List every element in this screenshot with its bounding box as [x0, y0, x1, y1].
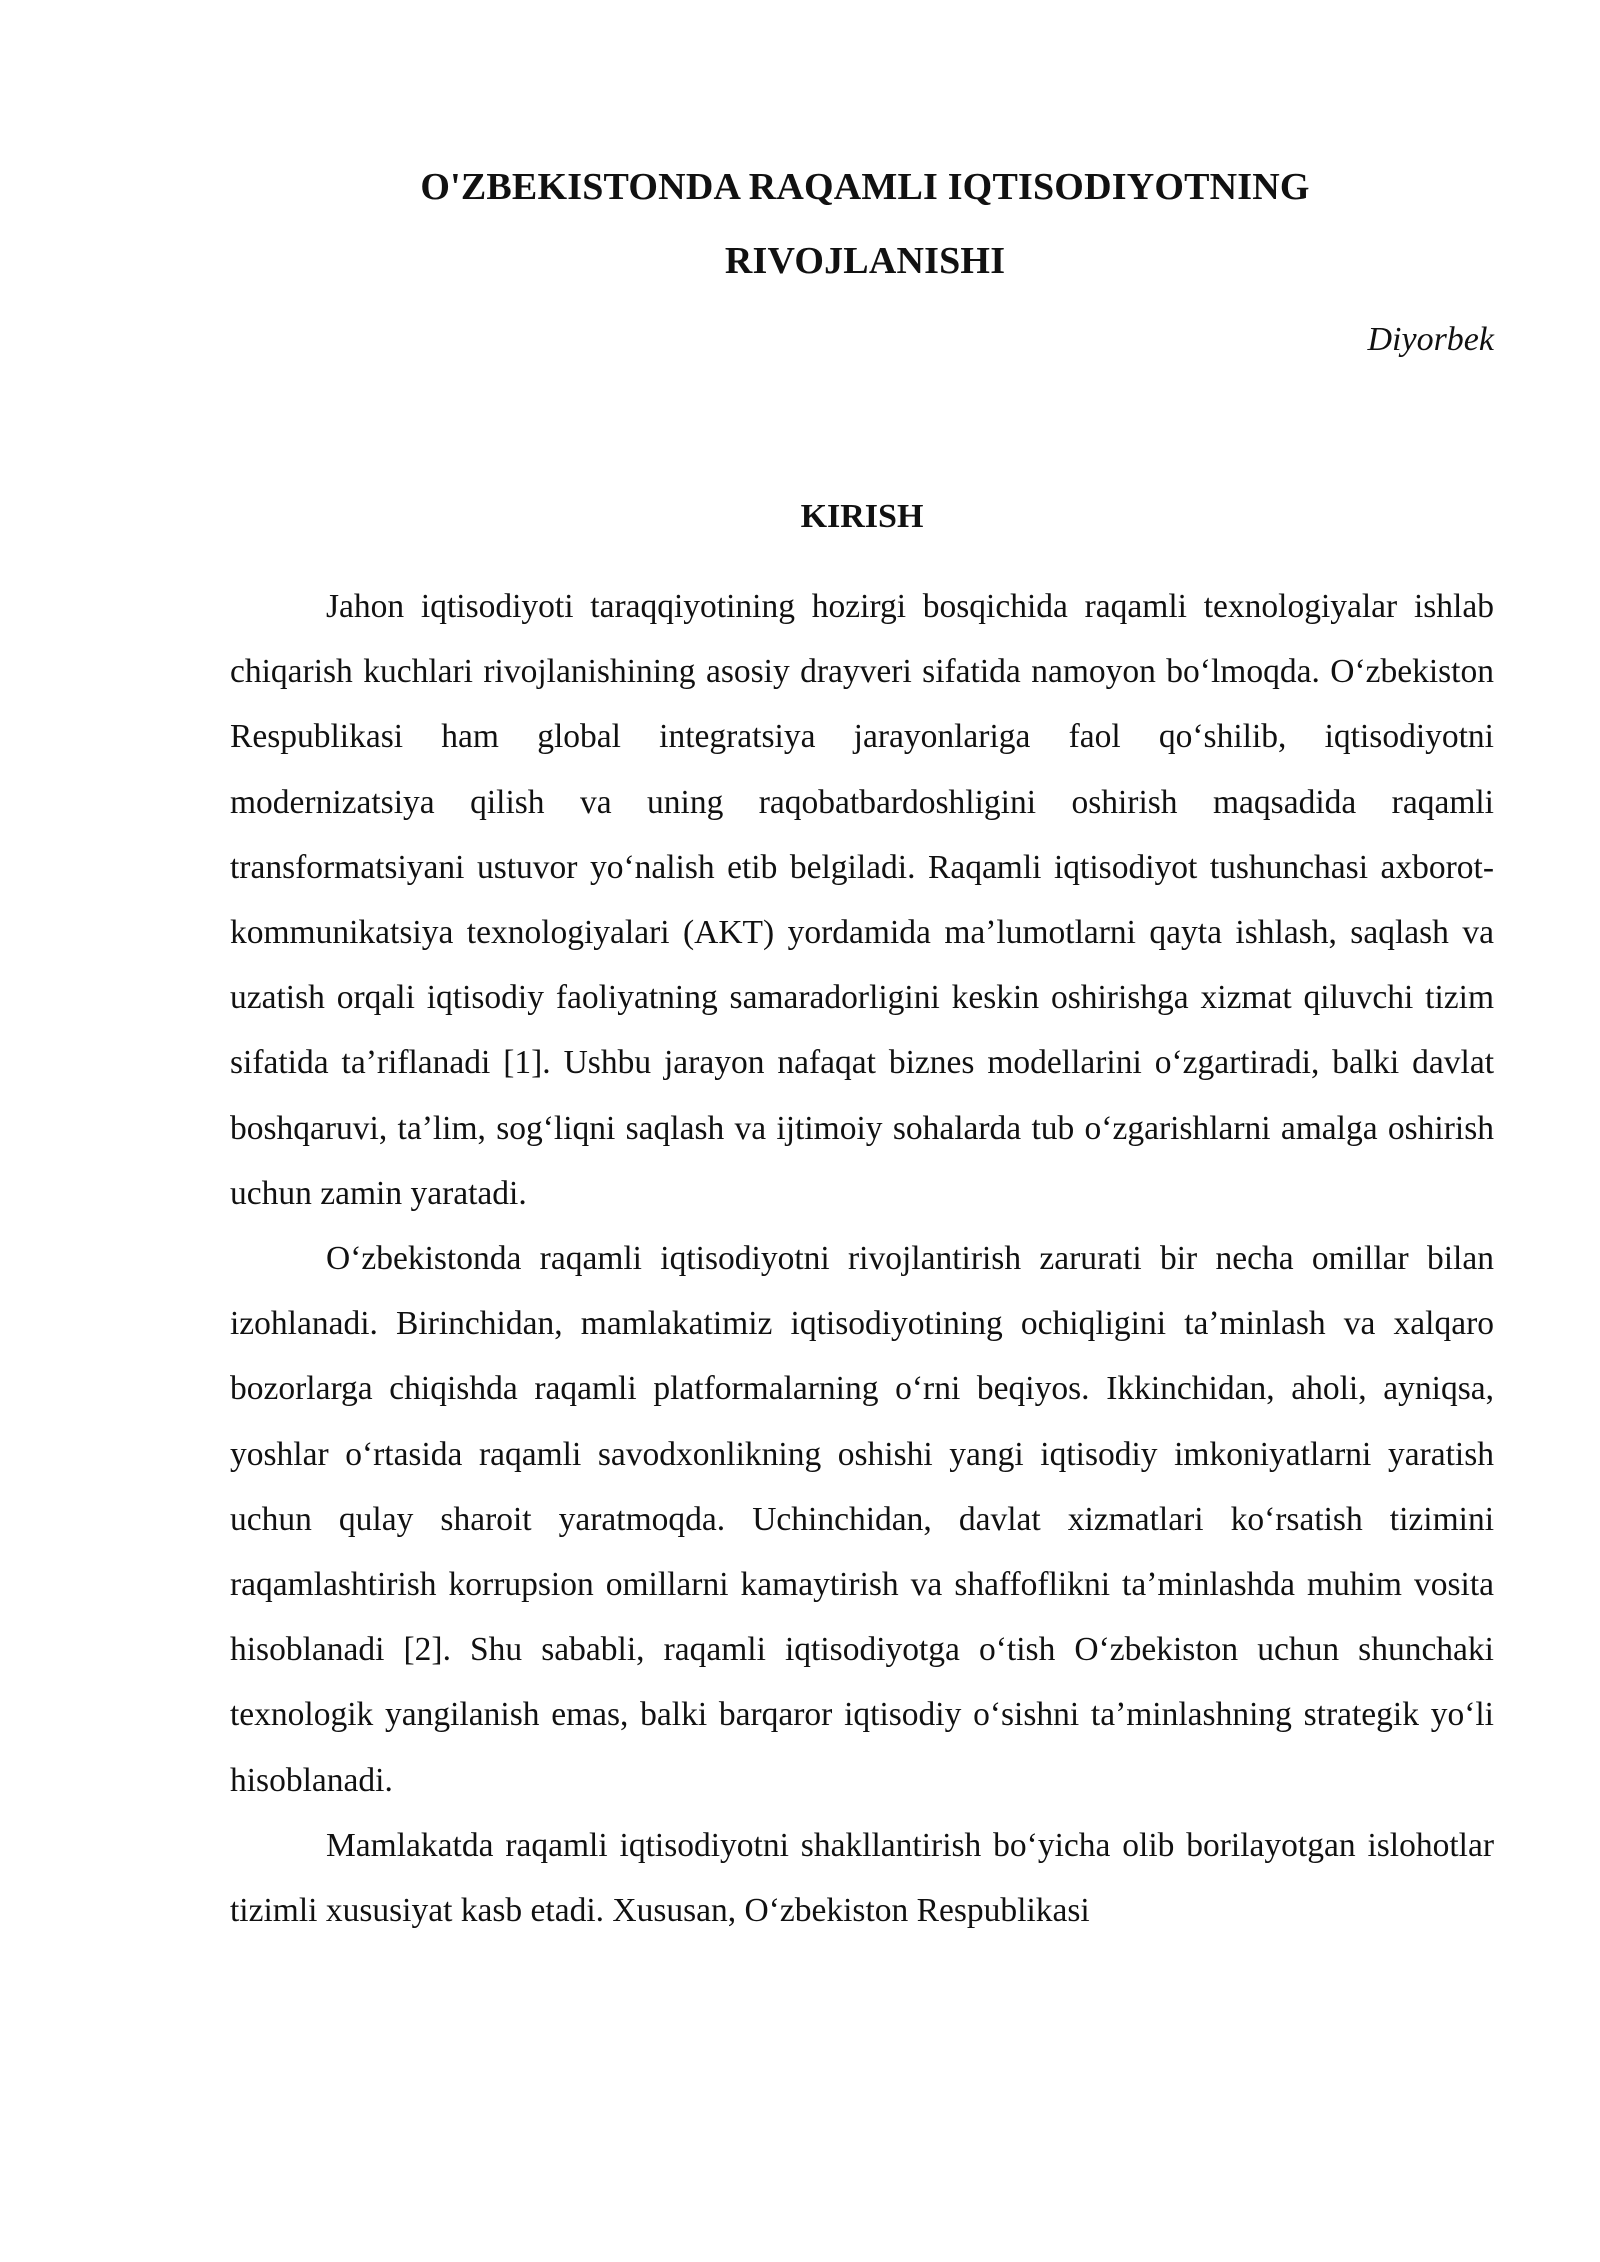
- paragraph: Oʻzbekistonda raqamli iqtisodiyotni rivojlantirish zarurati bir necha omillar bilan izohlanadi. Birinchidan, mamlakatimiz iqtisodiyotining ochiqligini taʼminlash va xalqaro bozorlarga chiqishda raqamli platformalarning oʻrni beqiyos. Ikkinchidan, aholi, ayniqsa, yoshlar oʻrtasida raqamli savodxonlikning oshishi yangi iqtisodiy imkoniyatlarni yaratish uchun qulay sharoit yaratmoqda. Uchinchidan, davlat xizmatlari koʻrsatish tizimini raqamlashtirish korrupsion omillarni kamaytirish va shaffoflikni taʼminlashda muhim vosita hisoblanadi [2]. Shu sababli, raqamli iqtisodiyotga oʻtish Oʻzbekiston uchun shunchaki texnologik yangilanish emas, balki barqaror iqtisodiy oʻsishni taʼminlashning strategik yoʻli hisoblanadi.: [230, 1240, 1494, 1799]
- title-line-1: O'ZBEKISTONDA RAQAMLI IQTISODIYOTNING: [420, 166, 1310, 208]
- author-name: Diyorbek: [1367, 321, 1494, 358]
- body-text: [230, 574, 1494, 1943]
- paragraph: Jahon iqtisodiyoti taraqqiyotining hozirgi bosqichida raqamli texnologiyalar ishlab chiqarish kuchlari rivojlanishining asosiy drayveri sifatida namoyon boʻlmoqda. Oʻzbekiston Respublikasi ham global integratsiya jarayonlariga faol qoʻshilib, iqtisodiyotni modernizatsiya qilish va uning raqobatbardoshligini oshirish maqsadida raqamli transformatsiyani ustuvor yoʻnalish etib belgiladi. Raqamli iqtisodiyot tushunchasi axborot-kommunikatsiya texnologiyalari (AKT) yordamida maʼlumotlarni qayta ishlash, saqlash va uzatish orqali iqtisodiy faoliyatning samaradorligini keskin oshirishga xizmat qiluvchi tizim sifatida taʼriflanadi [1]. Ushbu jarayon nafaqat biznes modellarini oʻzgartiradi, balki davlat boshqaruvi, taʼlim, sogʻliqni saqlash va ijtimoiy sohalarda tub oʻzgarishlarni amalga oshirish uchun zamin yaratadi.: [230, 588, 1494, 1212]
- section-heading: KIRISH: [800, 498, 924, 535]
- title-line-2: RIVOJLANISHI: [724, 240, 1006, 282]
- document-title: [230, 150, 1500, 298]
- paragraph: Mamlakatda raqamli iqtisodiyotni shakllantirish boʻyicha olib borilayotgan islohotlar tizimli xususiyat kasb etadi. Xususan, Oʻzbekiston Respublikasi: [230, 1826, 1494, 1930]
